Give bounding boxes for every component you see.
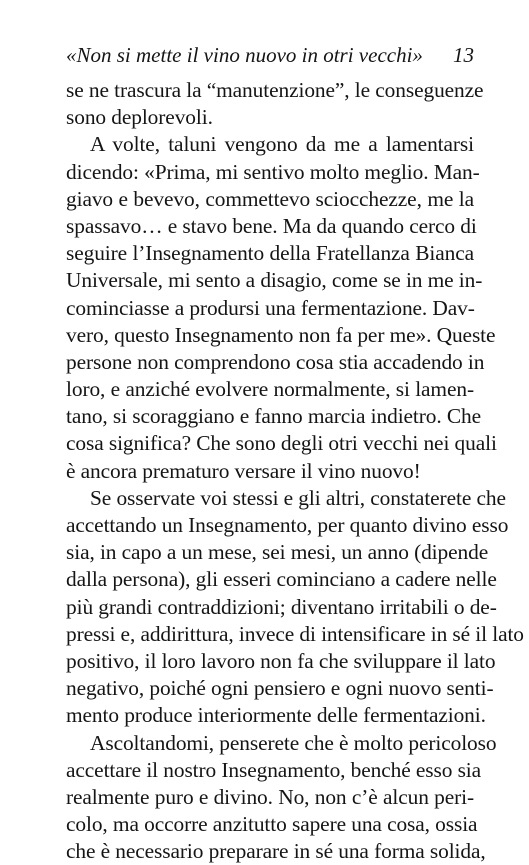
paragraph	[66, 131, 474, 484]
text-line: cominciasse a prodursi una fermentazione. Dav-	[66, 295, 474, 322]
text-line: più grandi contraddizioni; diventano irritabili o de-	[66, 594, 474, 621]
text-line: positivo, il loro lavoro non fa che sviluppare il lato	[66, 648, 474, 675]
text-line: dicendo: «Prima, mi sentivo molto meglio. Man-	[66, 159, 474, 186]
text-line: mento produce interiormente delle fermentazioni.	[66, 702, 474, 729]
book-page	[66, 40, 474, 865]
text-line: accettare il nostro Insegnamento, benché esso sia	[66, 757, 474, 784]
text-line: pressi e, addirittura, invece di intensificare in sé il lato	[66, 621, 474, 648]
text-line: se ne trascura la “manutenzione”, le conseguenze	[66, 77, 474, 104]
text-line: è ancora prematuro versare il vino nuovo!	[66, 458, 474, 485]
text-line: Ascoltandomi, penserete che è molto pericoloso	[66, 730, 474, 757]
text-line: sono deplorevoli.	[66, 104, 474, 131]
text-line: loro, e anziché evolvere normalmente, si lamen-	[66, 376, 474, 403]
paragraph	[66, 730, 474, 865]
text-line: Se osservate voi stessi e gli altri, constaterete che	[66, 485, 474, 512]
text-line: tano, si scoraggiano e fanno marcia indietro. Che	[66, 403, 474, 430]
text-line: seguire l’Insegnamento della Fratellanza Bianca	[66, 240, 474, 267]
running-title: «Non si mette il vino nuovo in otri vecchi»	[66, 40, 423, 70]
text-line: Universale, mi sento a disagio, come se in me in-	[66, 267, 474, 294]
paragraph	[66, 485, 474, 730]
page-header	[66, 40, 474, 70]
text-line: colo, ma occorre anzitutto sapere una cosa, ossia	[66, 811, 474, 838]
text-line: accettando un Insegnamento, per quanto divino esso	[66, 512, 474, 539]
paragraph	[66, 77, 474, 131]
body-text	[66, 77, 474, 865]
text-line: A volte, taluni vengono da me a lamentarsi	[66, 131, 474, 158]
text-line: persone non comprendono cosa stia accadendo in	[66, 349, 474, 376]
text-line: che è necessario preparare in sé una forma solida,	[66, 838, 474, 865]
text-line: giavo e bevevo, commettevo sciocchezze, me la	[66, 186, 474, 213]
text-line: realmente puro e divino. No, non c’è alcun peri-	[66, 784, 474, 811]
page-number: 13	[453, 40, 474, 70]
text-line: negativo, poiché ogni pensiero e ogni nuovo senti-	[66, 675, 474, 702]
text-line: cosa significa? Che sono degli otri vecchi nei quali	[66, 430, 474, 457]
text-line: spassavo… e stavo bene. Ma da quando cerco di	[66, 213, 474, 240]
text-line: dalla persona), gli esseri cominciano a cadere nelle	[66, 566, 474, 593]
text-line: vero, questo Insegnamento non fa per me». Queste	[66, 322, 474, 349]
text-line: sia, in capo a un mese, sei mesi, un anno (dipende	[66, 539, 474, 566]
